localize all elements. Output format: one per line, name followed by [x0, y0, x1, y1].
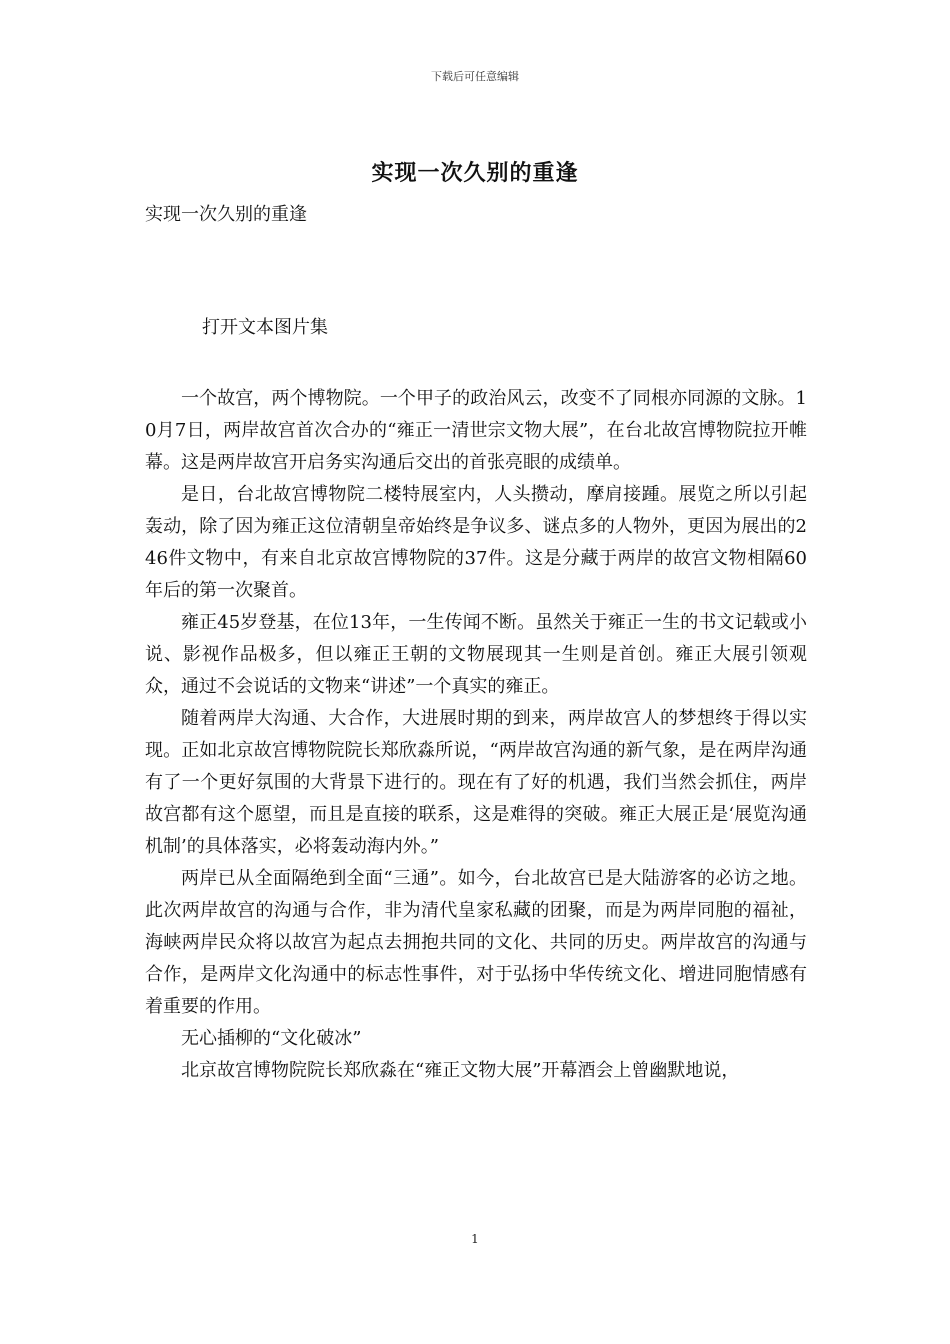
- paragraph: 雍正45岁登基，在位13年，一生传闻不断。虽然关于雍正一生的书文记载或小说、影视作品极多，但以雍正王朝的文物展现其一生则是首创。雍正大展引领观众，通过不会说话的文物来“讲述”一个真实的雍正。: [145, 612, 807, 697]
- paragraph: 北京故宫博物院院长郑欣淼在“雍正文物大展”开幕酒会上曾幽默地说，: [181, 1060, 740, 1081]
- page-subtitle: 实现一次久别的重逢: [145, 204, 307, 225]
- paragraph: 两岸已从全面隔绝到全面“三通”。如今，台北故宫已是大陆游客的必访之地。此次两岸故宫的沟通与合作，非为清代皇家私藏的团聚，而是为两岸同胞的福祉，海峡两岸民众将以故宫为起点去拥抱共同的文化、共同的历史。两岸故宫的沟通与合作，是两岸文化沟通中的标志性事件，对于弘扬中华传统文化、增进同胞情感有着重要的作用。: [145, 868, 807, 1017]
- paragraph: 随着两岸大沟通、大合作，大进展时期的到来，两岸故宫人的梦想终于得以实现。正如北京故宫博物院院长郑欣淼所说，“两岸故宫沟通的新气象，是在两岸沟通有了一个更好氛围的大背景下进行的。现在有了好的机遇，我们当然会抓住，两岸故宫都有这个愿望，而且是直接的联系，这是难得的突破。雍正大展正是‘展览沟通机制’的具体落实，必将轰动海内外。”: [145, 708, 807, 857]
- gallery-link[interactable]: 打开文本图片集: [202, 317, 328, 338]
- page-number: 1: [471, 1232, 479, 1246]
- page-title: 实现一次久别的重逢: [371, 160, 579, 186]
- paragraph: 是日，台北故宫博物院二楼特展室内，人头攒动，摩肩接踵。展览之所以引起轰动，除了因为雍正这位清朝皇帝始终是争议多、谜点多的人物外，更因为展出的246件文物中，有来自北京故宫博物院的37件。这是分藏于两岸的故宫文物相隔60年后的第一次聚首。: [145, 484, 807, 601]
- header-note: 下载后可任意编辑: [431, 70, 519, 83]
- article-body: [145, 383, 807, 1087]
- paragraph: 一个故宫，两个博物院。一个甲子的政治风云，改变不了同根亦同源的文脉。10月7日，两岸故宫首次合办的“雍正一清世宗文物大展”，在台北故宫博物院拉开帷幕。这是两岸故宫开启务实沟通后交出的首张亮眼的成绩单。: [145, 388, 807, 473]
- section-heading: 无心插柳的“文化破冰”: [181, 1028, 362, 1049]
